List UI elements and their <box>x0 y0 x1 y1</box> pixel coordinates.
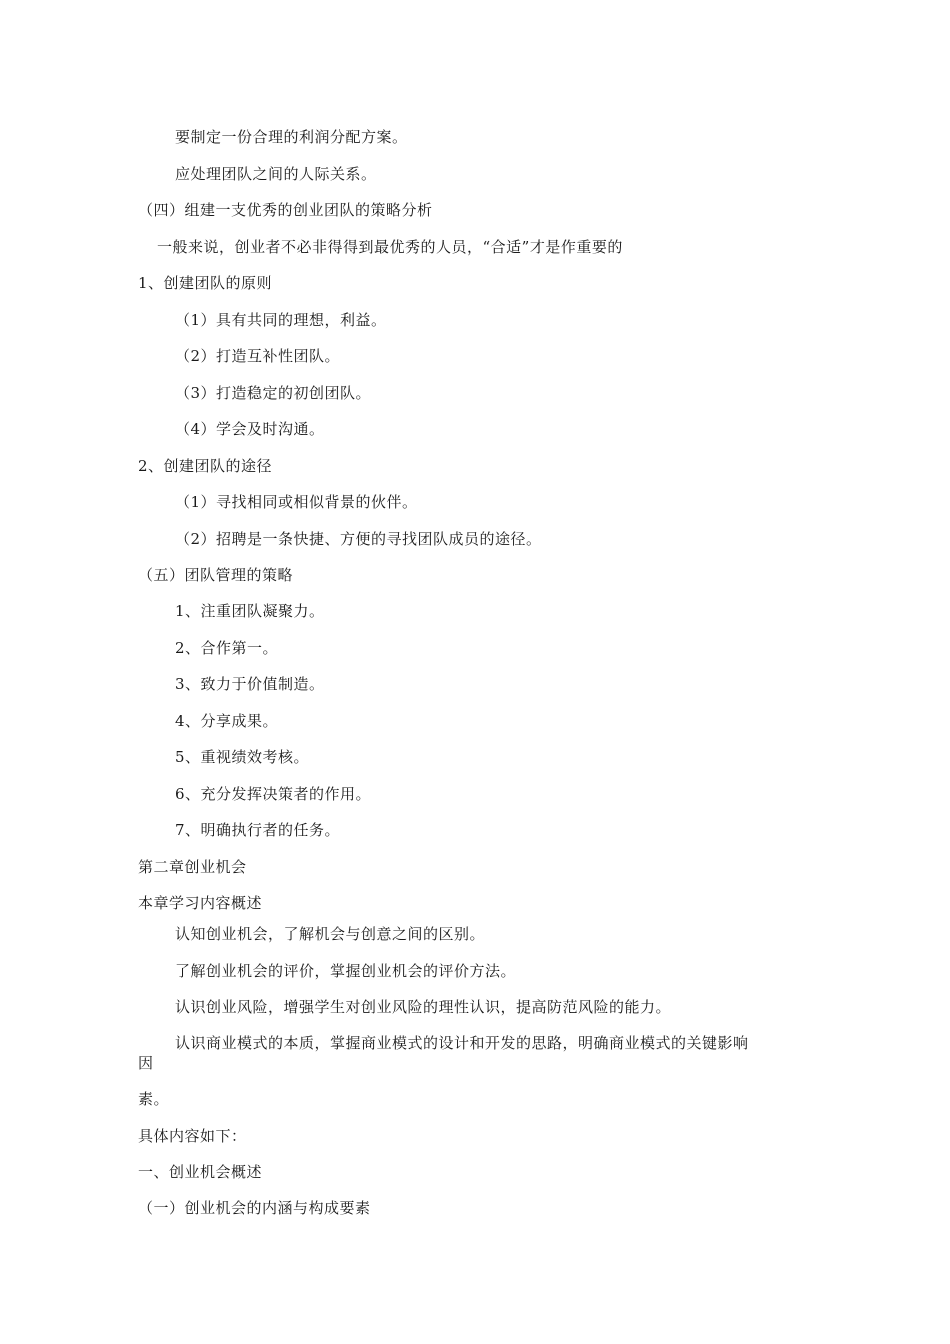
paragraph-line: 因 <box>138 1054 154 1072</box>
subsection-heading: 2、创建团队的途径 <box>138 457 273 475</box>
list-item: （2）招聘是一条快捷、方便的寻找团队成员的途径。 <box>175 530 542 548</box>
paragraph-line: 具体内容如下： <box>138 1127 247 1145</box>
list-item: 5、重视绩效考核。 <box>175 748 310 766</box>
paragraph-line: 认知创业机会，了解机会与创意之间的区别。 <box>175 925 486 943</box>
list-item: （4）学会及时沟通。 <box>175 420 325 438</box>
paragraph-line: 素。 <box>138 1090 170 1108</box>
list-item: 3、致力于价值制造。 <box>175 675 325 693</box>
list-item: （1）寻找相同或相似背景的伙伴。 <box>175 493 418 511</box>
list-item: （1）具有共同的理想，利益。 <box>175 311 387 329</box>
section-heading: 一、创业机会概述 <box>138 1163 263 1181</box>
paragraph-line: 应处理团队之间的人际关系。 <box>175 165 377 183</box>
list-item: 7、明确执行者的任务。 <box>175 821 341 839</box>
list-item: 2、合作第一。 <box>175 639 279 657</box>
paragraph-line: 认识创业风险，增强学生对创业风险的理性认识，提高防范风险的能力。 <box>175 998 672 1016</box>
chapter-title: 第二章创业机会 <box>138 858 247 876</box>
section-heading: （四）组建一支优秀的创业团队的策略分析 <box>138 201 433 219</box>
list-item: （3）打造稳定的初创团队。 <box>175 384 372 402</box>
subsection-heading: 1、创建团队的原则 <box>138 274 273 292</box>
paragraph-line: 要制定一份合理的利润分配方案。 <box>175 128 408 146</box>
paragraph-line: 一般来说，创业者不必非得得到最优秀的人员，“合适”才是作重要的 <box>157 238 623 256</box>
list-item: 1、注重团队凝聚力。 <box>175 602 325 620</box>
subsection-heading: （一）创业机会的内涵与构成要素 <box>138 1199 371 1217</box>
chapter-overview-heading: 本章学习内容概述 <box>138 894 263 912</box>
list-item: 6、充分发挥决策者的作用。 <box>175 785 372 803</box>
section-heading: （五）团队管理的策略 <box>138 566 294 584</box>
paragraph-line: 认识商业模式的本质，掌握商业模式的设计和开发的思路，明确商业模式的关键影响 <box>175 1034 749 1052</box>
list-item: （2）打造互补性团队。 <box>175 347 341 365</box>
paragraph-line: 了解创业机会的评价，掌握创业机会的评价方法。 <box>175 962 517 980</box>
list-item: 4、分享成果。 <box>175 712 279 730</box>
